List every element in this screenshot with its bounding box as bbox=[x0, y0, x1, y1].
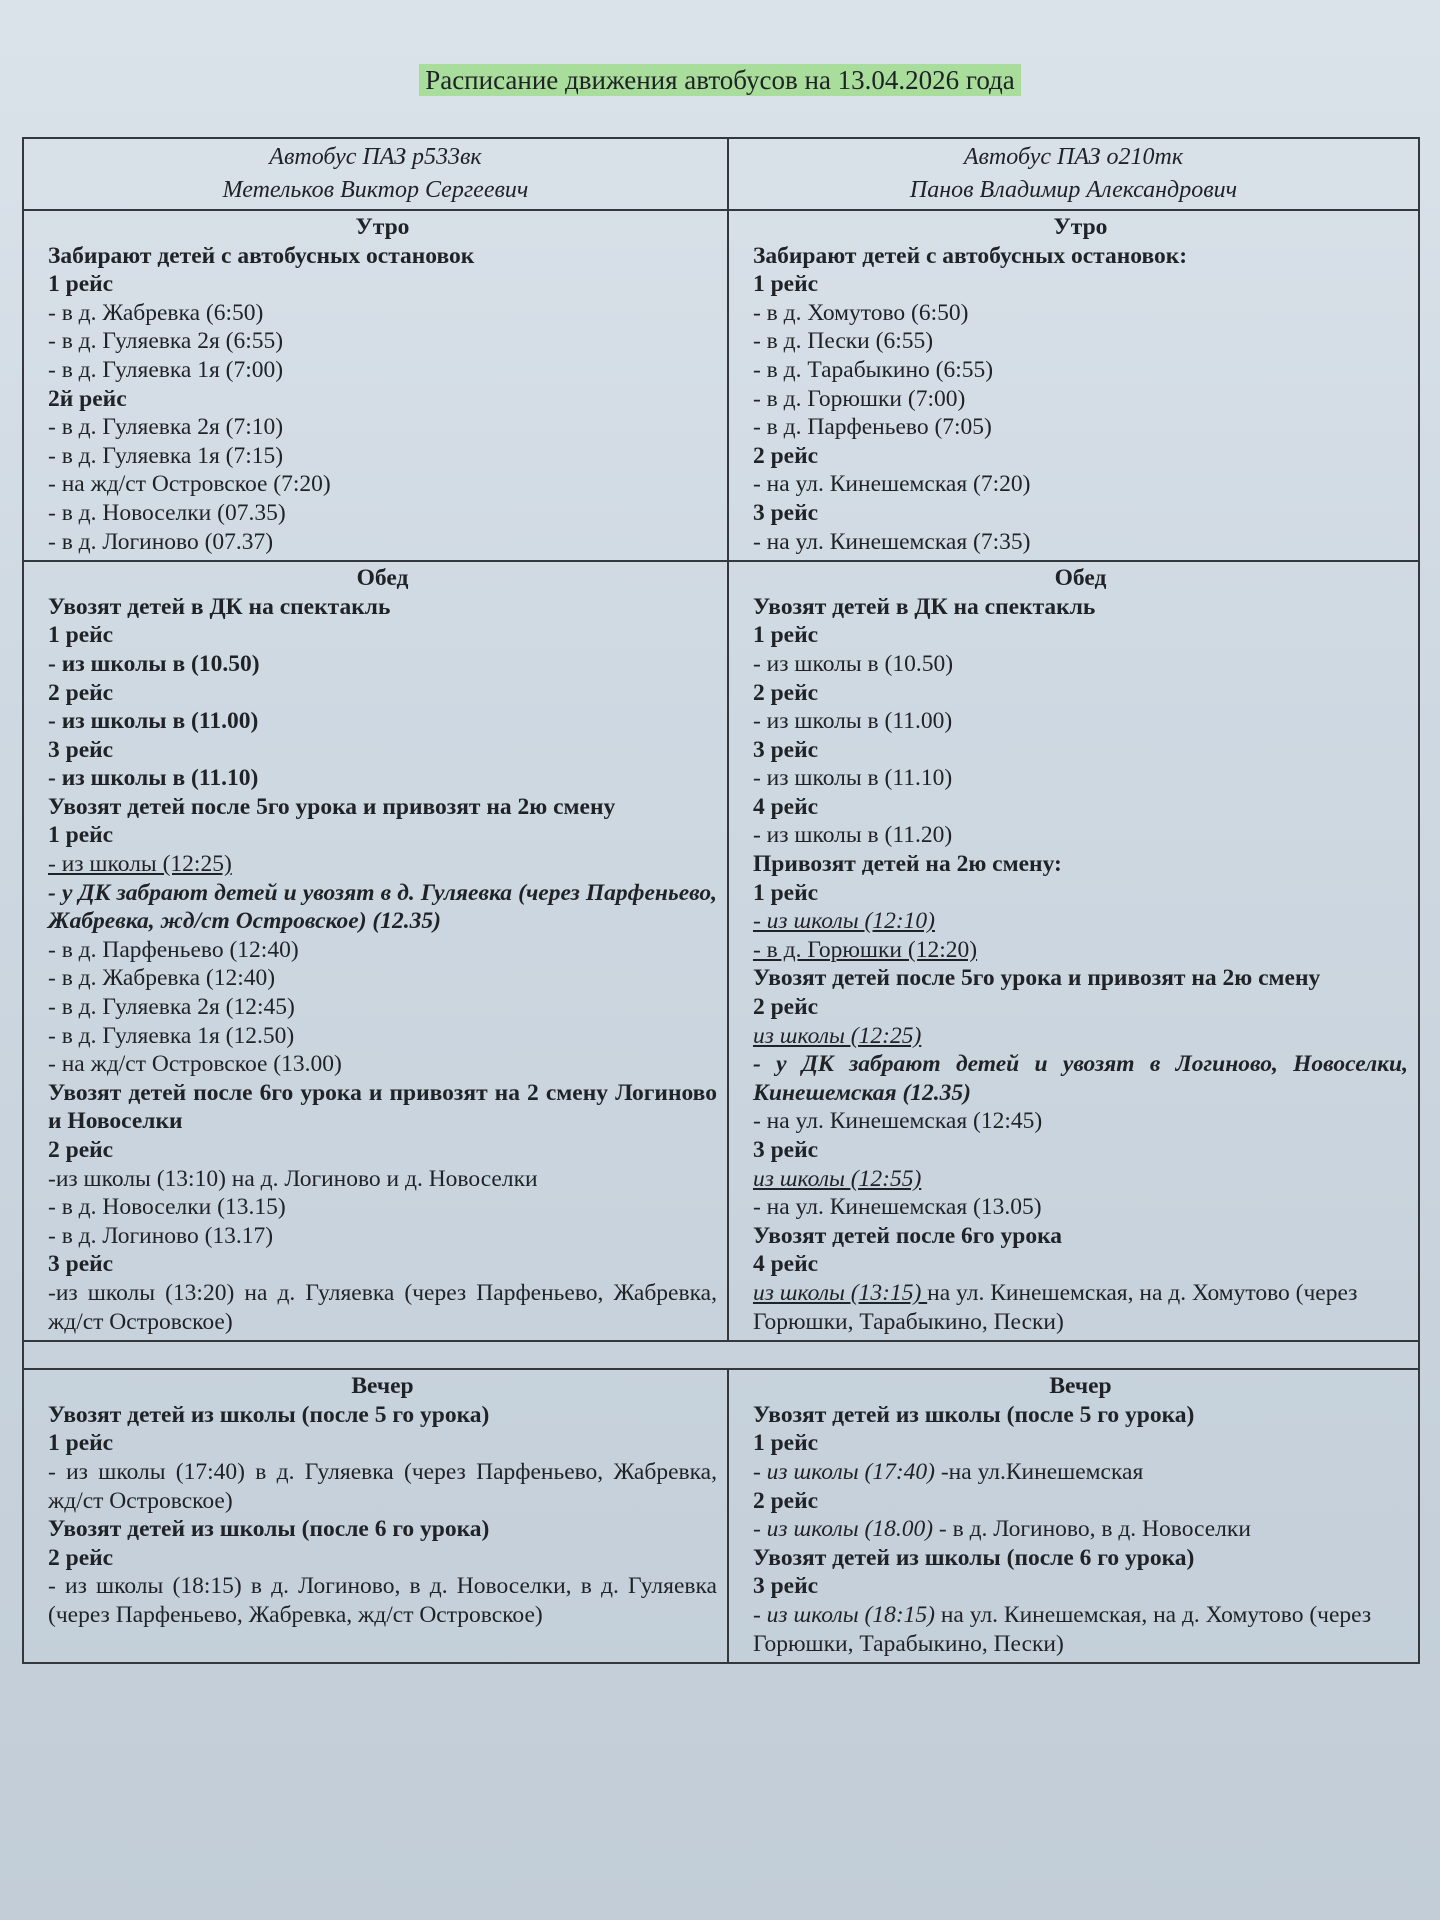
underlined-text: из школы (12:25) bbox=[752, 1022, 922, 1049]
trip-label: 3 рейс bbox=[48, 736, 114, 763]
title-highlight: Расписание движения автобусов на 13.04.2026 года bbox=[419, 64, 1021, 96]
evening-left-cell bbox=[23, 1369, 728, 1663]
italic-text: - из школы (18.00) bbox=[752, 1516, 939, 1543]
group-heading: Увозят детей из школы (после 6 го урока) bbox=[48, 1516, 490, 1543]
group-heading: Увозят детей из школы (после 6 го урока) bbox=[752, 1544, 1195, 1571]
trip-label: 1 рейс bbox=[48, 622, 114, 649]
trip-label: 2 рейс bbox=[48, 1544, 114, 1571]
trip-label: 1 рейс bbox=[752, 879, 819, 906]
bus-right: Автобус ПАЗ о210тк bbox=[963, 144, 1184, 170]
lunch-right-cell bbox=[728, 561, 1419, 1341]
stop-line: - в д. Гуляевка 1я (7:00) bbox=[48, 356, 284, 383]
morning-right-cell bbox=[728, 210, 1419, 561]
stop-line bbox=[753, 936, 1408, 965]
trip-label: 4 рейс bbox=[752, 1251, 819, 1278]
spacer-row bbox=[23, 1341, 1419, 1369]
stop-line: - в д. Гуляевка 2я (7:10) bbox=[48, 414, 284, 441]
trip-label: 2 рейс bbox=[752, 1487, 819, 1514]
spacer-cell bbox=[23, 1341, 1419, 1369]
evening-right-cell bbox=[728, 1369, 1419, 1663]
trip-label: 2 рейс bbox=[752, 679, 819, 706]
group-heading: Увозят детей в ДК на спектакль bbox=[752, 593, 1096, 620]
stop-line: - в д. Новоселки (13.15) bbox=[48, 1194, 286, 1221]
stop-line: - из школы в (11.00) bbox=[48, 708, 259, 735]
stop-text: на ул. Кинешемская, на д. Хомутово (через Горюшки, Тарабыкино, Пески) bbox=[752, 1601, 1372, 1657]
stop-line: -из школы (13:10) на д. Логиново и д. Новоселки bbox=[48, 1165, 538, 1192]
stop-text: -на ул.Кинешемская bbox=[940, 1458, 1144, 1485]
trip-label: 3 рейс bbox=[752, 1573, 819, 1600]
document-title bbox=[0, 62, 1440, 98]
stop-line: - на ул. Кинешемская (12:45) bbox=[752, 1108, 1043, 1135]
group-heading: Увозят детей после 5го урока и привозят на 2ю смену bbox=[48, 793, 616, 820]
stop-line: - из школы в (11.00) bbox=[752, 708, 953, 735]
trip-label: 2 рейс bbox=[48, 1137, 114, 1163]
stop-text: на ул. Кинешемская, на д. Хомутово (через Горюшки, Тарабыкино, Пески) bbox=[752, 1279, 1358, 1335]
stop-line: - из школы в (11.10) bbox=[752, 765, 953, 792]
trip-label: 1 рейс bbox=[48, 822, 114, 849]
stop-line: - в д. Логиново (07.37) bbox=[48, 528, 274, 555]
stop-line: - из школы в (10.50) bbox=[752, 650, 954, 677]
header-right bbox=[728, 138, 1419, 210]
group-heading: Забирают детей с автобусных остановок: bbox=[752, 242, 1188, 269]
underlined-text: - из школы (12:10) bbox=[752, 908, 935, 935]
stop-line: - в д. Хомутово (6:50) bbox=[752, 299, 969, 326]
stop-line: - в д. Жабревка (6:50) bbox=[48, 299, 264, 326]
stop-line: - в д. Гуляевка 1я (12.50) bbox=[48, 1022, 295, 1049]
group-heading: Увозят детей из школы (после 5 го урока) bbox=[48, 1401, 490, 1428]
stop-text: - в д. Логиново, в д. Новоселки bbox=[938, 1516, 1251, 1543]
trip-label: 1 рейс bbox=[48, 271, 114, 298]
stop-line: - из школы в (11.10) bbox=[48, 765, 259, 792]
driver-left: Метельков Виктор Сергеевич bbox=[222, 177, 529, 203]
stop-line: - из школы в (10.50) bbox=[48, 650, 260, 677]
stop-line: - на ул. Кинешемская (13.05) bbox=[752, 1194, 1042, 1221]
trip-label: 1 рейс bbox=[752, 271, 819, 298]
stop-line bbox=[753, 1601, 1408, 1658]
lunch-row bbox=[23, 561, 1419, 1341]
group-heading: Увозят детей после 6го урока и привозят на 2 смену Логиново и Новоселки bbox=[48, 1079, 717, 1135]
lunch-left-cell bbox=[23, 561, 728, 1341]
section-heading: Вечер bbox=[1049, 1373, 1112, 1400]
evening-row bbox=[23, 1369, 1419, 1663]
morning-left-cell bbox=[23, 210, 728, 561]
section-heading: Обед bbox=[1054, 565, 1107, 592]
stop-line: - у ДК забрают детей и увозят в Логиново, Новоселки, Кинешемская (12.35) bbox=[752, 1051, 1408, 1106]
trip-label: 2 рейс bbox=[752, 994, 819, 1021]
stop-line bbox=[753, 907, 1408, 936]
group-heading: Забирают детей с автобусных остановок bbox=[48, 242, 475, 269]
stop-line bbox=[753, 1165, 1408, 1194]
stop-line: - из школы (17:40) в д. Гуляевка (через Парфеньево, Жабревка, жд/ст Островское) bbox=[48, 1458, 717, 1514]
stop-line bbox=[753, 1279, 1408, 1336]
stop-line: -из школы (13:20) на д. Гуляевка (через Парфеньево, Жабревка, жд/ст Островское) bbox=[48, 1279, 717, 1335]
group-heading: Увозят детей из школы (после 5 го урока) bbox=[752, 1401, 1195, 1428]
stop-line: - в д. Горюшки (7:00) bbox=[752, 385, 966, 412]
trip-label: 2й рейс bbox=[48, 385, 127, 412]
trip-label: 1 рейс bbox=[752, 1430, 819, 1457]
trip-label: 3 рейс bbox=[752, 499, 819, 526]
header-left bbox=[23, 138, 728, 210]
section-heading: Обед bbox=[356, 565, 409, 592]
group-heading: Привозят детей на 2ю смену: bbox=[752, 851, 1062, 878]
trip-label: 3 рейс bbox=[48, 1251, 114, 1278]
morning-row bbox=[23, 210, 1419, 561]
italic-text: - из школы (17:40) bbox=[752, 1458, 941, 1485]
trip-label: 3 рейс bbox=[752, 1137, 819, 1163]
stop-line: - в д. Пески (6:55) bbox=[752, 328, 934, 355]
trip-label: 4 рейс bbox=[752, 793, 819, 820]
stop-line: - в д. Парфеньево (7:05) bbox=[752, 414, 992, 441]
stop-line: - на жд/ст Островское (7:20) bbox=[48, 471, 331, 498]
header-row bbox=[23, 138, 1419, 210]
stop-line: - из школы (18:15) в д. Логиново, в д. Новоселки, в д. Гуляевка (через Парфеньево, Жабревка, жд/ст Островское) bbox=[48, 1573, 717, 1628]
stop-line: - в д. Гуляевка 1я (7:15) bbox=[48, 442, 284, 469]
group-heading: Увозят детей после 5го урока и привозят на 2ю смену bbox=[752, 965, 1321, 992]
bus-left: Автобус ПАЗ р533вк bbox=[269, 144, 482, 170]
driver-right: Панов Владимир Александрович bbox=[909, 177, 1238, 203]
stop-line bbox=[753, 1515, 1408, 1544]
schedule-table bbox=[22, 137, 1420, 1664]
stop-line: - на ул. Кинешемская (7:20) bbox=[752, 471, 1031, 498]
trip-label: 2 рейс bbox=[48, 679, 114, 706]
stop-line: - в д. Гуляевка 2я (12:45) bbox=[48, 994, 295, 1021]
stop-line: - в д. Гуляевка 2я (6:55) bbox=[48, 328, 284, 355]
stop-line: - из школы в (11.20) bbox=[752, 822, 953, 849]
stop-line: - на жд/ст Островское (13.00) bbox=[48, 1051, 342, 1078]
underlined-text: из школы (12:55) bbox=[752, 1165, 922, 1192]
stop-line bbox=[48, 850, 717, 879]
italic-text: - из школы (18:15) bbox=[752, 1601, 941, 1628]
section-heading: Утро bbox=[1053, 214, 1108, 240]
trip-label: 1 рейс bbox=[752, 622, 819, 649]
underlined-text: - в д. Горюшки (12:20) bbox=[752, 936, 978, 963]
underlined-text: - из школы (12:25) bbox=[48, 851, 232, 878]
group-heading: Увозят детей в ДК на спектакль bbox=[48, 593, 391, 620]
stop-line: - на ул. Кинешемская (7:35) bbox=[752, 528, 1031, 555]
trip-label: 2 рейс bbox=[752, 442, 819, 469]
stop-line: - в д. Новоселки (07.35) bbox=[48, 499, 286, 526]
stop-line: - в д. Парфеньево (12:40) bbox=[48, 936, 299, 963]
stop-line bbox=[753, 1458, 1408, 1487]
stop-line bbox=[753, 1022, 1408, 1051]
section-heading: Вечер bbox=[351, 1373, 414, 1400]
underlined-text: из школы (13:15) bbox=[752, 1279, 928, 1306]
stop-line: - в д. Тарабыкино (6:55) bbox=[752, 356, 994, 383]
stop-line: - в д. Жабревка (12:40) bbox=[48, 965, 276, 992]
stop-line: - в д. Логиново (13.17) bbox=[48, 1222, 274, 1249]
section-heading: Утро bbox=[355, 214, 410, 240]
stop-line: - у ДК забрают детей и увозят в д. Гуляевка (через Парфеньево, Жабревка, жд/ст Островское) (12.35) bbox=[48, 879, 717, 935]
trip-label: 1 рейс bbox=[48, 1430, 114, 1457]
trip-label: 3 рейс bbox=[752, 736, 819, 763]
group-heading: Увозят детей после 6го урока bbox=[752, 1222, 1063, 1249]
